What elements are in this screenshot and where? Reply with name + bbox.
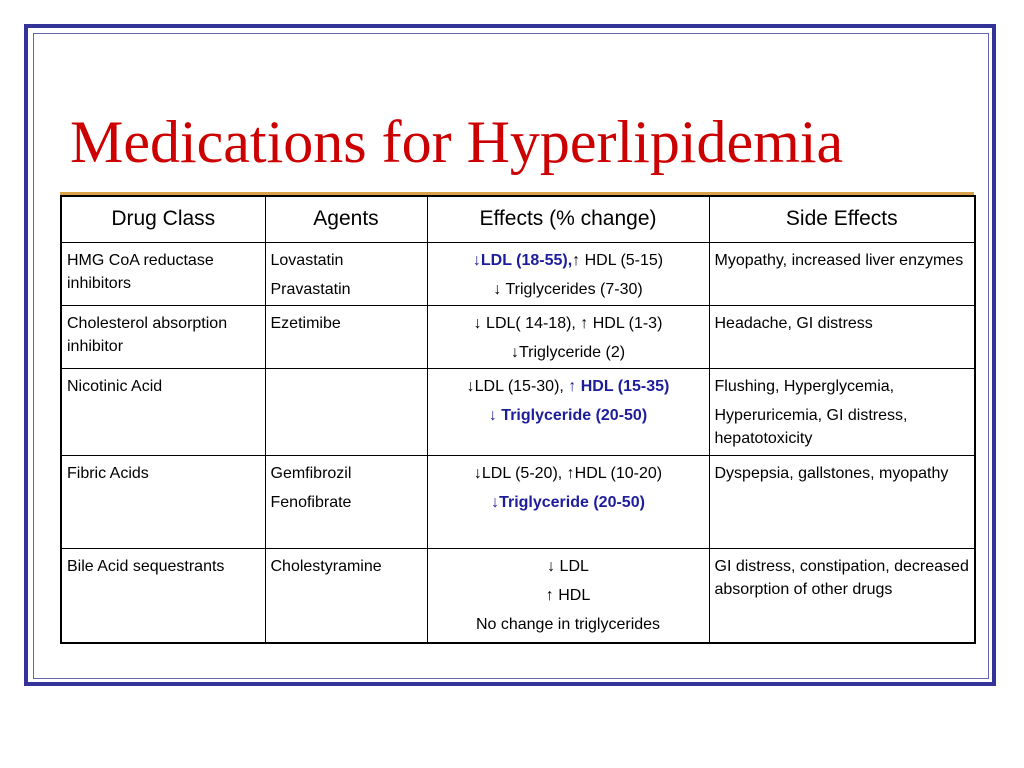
side-effects-cell: Headache, GI distress	[709, 306, 975, 369]
effect-arrow: ↑	[568, 378, 577, 395]
effects-cell	[427, 243, 709, 306]
effects-line: No change in triglycerides	[475, 616, 661, 633]
table-row	[61, 549, 975, 643]
effect-highlight: Triglyceride (20-50)	[499, 494, 645, 511]
agent-name: Ezetimibe	[270, 315, 341, 332]
drug-class-cell: Nicotinic Acid	[61, 369, 265, 456]
effects-line	[433, 249, 704, 272]
effects-cell	[427, 549, 709, 643]
effect-arrow: ↓	[488, 407, 497, 424]
side-effects-cell: Myopathy, increased liver enzymes	[709, 243, 975, 306]
table-row	[61, 243, 975, 306]
effect-highlight: Triglyceride (20-50)	[501, 407, 648, 424]
agent-name: Cholestyramine	[270, 558, 382, 575]
header-drug-class: Drug Class	[61, 196, 265, 243]
drug-class-cell: Fibric Acids	[61, 456, 265, 549]
side-effects-cell: Dyspepsia, gallstones, myopathy	[709, 456, 975, 549]
agent-name: Lovastatin	[270, 252, 344, 269]
effects-line	[433, 375, 704, 398]
table-row	[61, 306, 975, 369]
header-effects: Effects (% change)	[427, 196, 709, 243]
side-effects-line: Flushing, Hyperglycemia,	[714, 378, 895, 395]
effects-line: ↓LDL (5-20), ↑HDL (10-20)	[473, 465, 663, 482]
effect-text: ↑ HDL (5-15)	[572, 252, 664, 269]
effects-line: ↓Triglyceride (2)	[510, 344, 626, 361]
effect-highlight: HDL (15-35)	[580, 378, 670, 395]
effects-line: ↓ Triglycerides (7-30)	[493, 281, 643, 298]
effects-line: ↑ HDL	[545, 587, 591, 604]
agents-cell	[265, 549, 427, 643]
drug-class-cell: Cholesterol absorption inhibitor	[61, 306, 265, 369]
table-row	[61, 456, 975, 549]
table-row	[61, 369, 975, 456]
side-effects-line: Hyperuricemia, GI distress, hepatotoxicity	[714, 407, 908, 447]
effect-text: ↓LDL (15-30),	[466, 378, 564, 395]
effect-arrow: ↓	[491, 494, 500, 511]
agent-name: Gemfibrozil	[270, 465, 352, 482]
effects-line	[433, 404, 704, 427]
effects-cell	[427, 306, 709, 369]
agent-name: Fenofibrate	[270, 494, 352, 511]
drug-class-cell: HMG CoA reductase inhibitors	[61, 243, 265, 306]
table-header-row	[61, 196, 975, 243]
header-side-effects: Side Effects	[709, 196, 975, 243]
effects-cell	[427, 456, 709, 549]
agents-cell	[265, 369, 427, 456]
side-effects-cell: GI distress, constipation, decreased absorption of other drugs	[709, 549, 975, 643]
agents-cell	[265, 243, 427, 306]
effects-line: ↓ LDL( 14-18), ↑ HDL (1-3)	[473, 315, 663, 332]
effect-highlight: ↓LDL (18-55),	[472, 252, 573, 269]
drug-class-cell: Bile Acid sequestrants	[61, 549, 265, 643]
header-agents: Agents	[265, 196, 427, 243]
effects-line	[433, 491, 704, 514]
agents-cell	[265, 456, 427, 549]
side-effects-cell	[709, 369, 975, 456]
effects-cell	[427, 369, 709, 456]
medications-table	[60, 195, 976, 644]
agent-name: Pravastatin	[270, 281, 351, 298]
agents-cell	[265, 306, 427, 369]
slide-title: Medications for Hyperlipidemia	[70, 109, 844, 175]
effects-line: ↓ LDL	[547, 558, 589, 575]
